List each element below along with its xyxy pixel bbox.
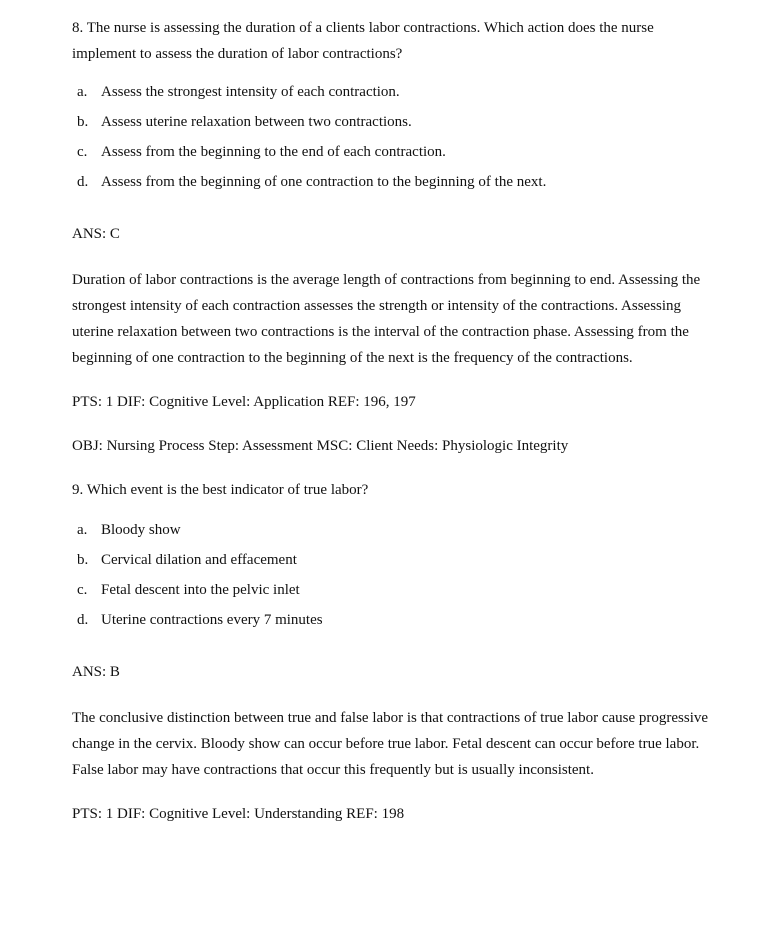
option-d	[72, 605, 712, 635]
document-page	[72, 15, 712, 827]
option-b	[72, 545, 712, 575]
option-letter: d.	[77, 174, 89, 190]
question-9-rationale: The conclusive distinction between true and false labor is that contractions of true labor cause progressive change in the cervix. Bloody show can occur before true labor. Fetal descent can occur before true labor. False labor may have contractions that occur this frequently but is usually inconsistent.	[72, 710, 709, 778]
option-text: Assess uterine relaxation between two contractions.	[101, 114, 412, 130]
option-text: Cervical dilation and effacement	[101, 552, 297, 568]
option-letter: a.	[77, 522, 88, 538]
question-8-rationale: Duration of labor contractions is the average length of contractions from beginning to end. Assessing the strongest intensity of each contraction assesses the strength or intensity of the contractions. Assessing uterine relaxation between two contractions is the interval of the contraction phase. Assessing from the beginning of one contraction to the beginning of the next is the frequency of the contractions.	[72, 272, 701, 366]
option-letter: a.	[77, 84, 88, 100]
option-letter: c.	[77, 144, 88, 160]
option-letter: d.	[77, 612, 89, 628]
option-text: Assess from the beginning to the end of each contraction.	[101, 144, 446, 160]
option-text: Uterine contractions every 7 minutes	[101, 612, 323, 628]
question-8-options	[72, 77, 712, 197]
option-text: Assess the strongest intensity of each contraction.	[101, 84, 400, 100]
option-text: Assess from the beginning of one contraction to the beginning of the next.	[101, 174, 547, 190]
question-8-obj: OBJ: Nursing Process Step: Assessment MSC: Client Needs: Physiologic Integrity	[72, 438, 569, 454]
option-text: Fetal descent into the pelvic inlet	[101, 582, 300, 598]
question-8-answer: ANS: C	[72, 226, 120, 242]
option-letter: b.	[77, 552, 89, 568]
question-9-pts: PTS: 1 DIF: Cognitive Level: Understanding REF: 198	[72, 806, 405, 822]
option-text: Bloody show	[101, 522, 181, 538]
question-9-answer: ANS: B	[72, 664, 120, 680]
option-a	[72, 515, 712, 545]
option-b	[72, 107, 712, 137]
question-9-stem: 9. Which event is the best indicator of true labor?	[72, 482, 369, 498]
option-letter: b.	[77, 114, 89, 130]
question-9-options	[72, 515, 712, 635]
option-letter: c.	[77, 582, 88, 598]
option-c	[72, 575, 712, 605]
question-8-stem: 8. The nurse is assessing the duration of a clients labor contractions. Which action does the nurse implement to assess the duration of labor contractions?	[72, 20, 654, 62]
option-a	[72, 77, 712, 107]
option-d	[72, 167, 712, 197]
option-c	[72, 137, 712, 167]
question-8-pts: PTS: 1 DIF: Cognitive Level: Application REF: 196, 197	[72, 394, 416, 410]
